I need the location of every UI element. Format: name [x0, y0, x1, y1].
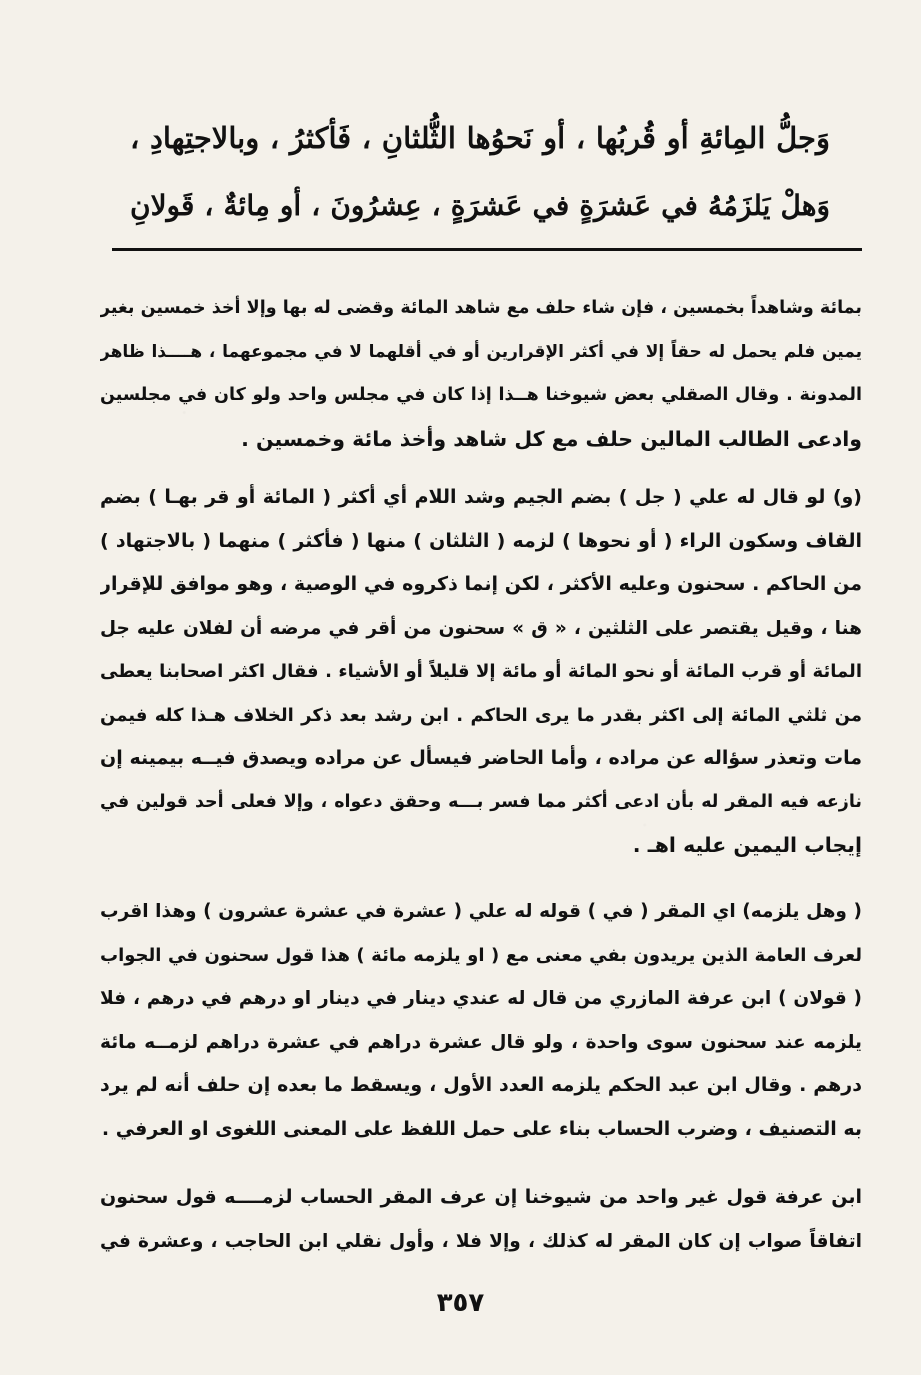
text-line: وادعى الطالب المالين حلف مع كل شاهد وأخذ مائة وخمسين . [241, 426, 862, 451]
separator-rule [112, 248, 862, 251]
text-line: ( وهل يلزمه) اي المقر ( في ) قوله له علي ( عشرة في عشرة عشرون ) وهذا اقرب [100, 901, 862, 922]
text-line: درهم . وقال ابن عبد الحكم يلزمه العدد الأول ، ويسقط ما بعده إن حلف أنه لم يرد [100, 1074, 862, 1096]
matn-line-2: وَهلْ يَلزَمُهُ في عَشرَةٍ في عَشرَةٍ ، عِشرُونَ ، أو مِائةٌ ، قَولانِ [130, 189, 830, 222]
text-line: المدونة . وقال الصقلي بعض شيوخنا هــذا إذا كان في مجلس واحد ولو كان في مجلسين [100, 385, 862, 405]
commentary-paragraph-2 [100, 476, 862, 868]
commentary-paragraph-1 [100, 287, 862, 461]
text-line: بمائة وشاهداً بخمسين ، فإن شاء حلف مع شاهد المائة وقضى له بها وإلا أخذ خمسين بغير [100, 298, 862, 318]
text-line: (و) لو قال له علي ( جل ) بضم الجيم وشد اللام أي أكثر ( المائة أو قر بهـا ) بضم [100, 486, 862, 508]
commentary-paragraph-4 [100, 1176, 862, 1263]
text-line: هنا ، وقيل يقتصر على الثلثين ، « ق » سحنون من أقر في مرضه أن لفلان عليه جل [100, 617, 862, 639]
commentary-paragraph-3 [100, 890, 862, 1151]
text-line: يمين فلم يحمل له حقاً إلا في أكثر الإقرارين أو في أقلهما لا في مجموعهما ، هــــذا ظاهر [100, 341, 862, 362]
text-line: ( قولان ) ابن عرفة المازري من قال له عندي دينار في دينار او درهم في درهم ، فلا [100, 988, 862, 1009]
text-line: لعرف العامة الذين يريدون بفي معنى مع ( او يلزمه مائة ) هذا قول سحنون في الجواب [100, 944, 862, 966]
matn-line-1: وَجلُّ المِائةِ أو قُربُها ، أو نَحوُها الثُّلثانِ ، فَأكثرُ ، وبالاجتِهادِ ، [130, 121, 830, 155]
text-line: نازعه فيه المقر له بأن ادعى أكثر مما فسر بـــه وحقق دعواه ، وإلا فعلى أحد قولين في [100, 791, 862, 812]
text-line: إيجاب اليمين عليه اهـ . [632, 833, 862, 857]
text-line: ابن عرفة قول غير واحد من شيوخنا إن عرف المقر الحساب لزمــــه قول سحنون [100, 1186, 862, 1208]
text-line: من ثلثي المائة إلى اكثر بقدر ما يرى الحاكم . ابن رشد بعد ذكر الخلاف هـذا كله فيمن [100, 704, 862, 726]
page-number: ٣٥٧ [436, 1288, 485, 1318]
text-line: يلزمه عند سحنون سوى واحدة ، ولو قال عشرة دراهم في عشرة دراهم لزمــه مائة [100, 1031, 862, 1053]
text-line: مات وتعذر سؤاله عن مراده ، وأما الحاضر فيسأل عن مراده ويصدق فيــه بيمينه إن [100, 747, 862, 769]
text-line: المائة أو قرب المائة أو نحو المائة أو مائة إلا قليلاً أو الأشياء . فقال اكثر اصحابنا يعطى [100, 661, 862, 682]
text-line: اتفاقاً صواب إن كان المقر له كذلك ، وإلا فلا ، وأول نقلي ابن الحاجب ، وعشرة في [100, 1230, 862, 1252]
text-line: به التصنيف ، وضرب الحساب بناء على حمل اللفظ على المعنى اللغوى او العرفي . [101, 1117, 862, 1140]
text-line: من الحاكم . سحنون وعليه الأكثر ، لكن إنما ذكروه في الوصية ، وهو موافق للإقرار [100, 573, 862, 595]
text-line: القاف وسكون الراء ( أو نحوها ) لزمه ( الثلثان ) منها ( فأكثر ) منهما ( بالاجتهاد ) [100, 529, 862, 552]
